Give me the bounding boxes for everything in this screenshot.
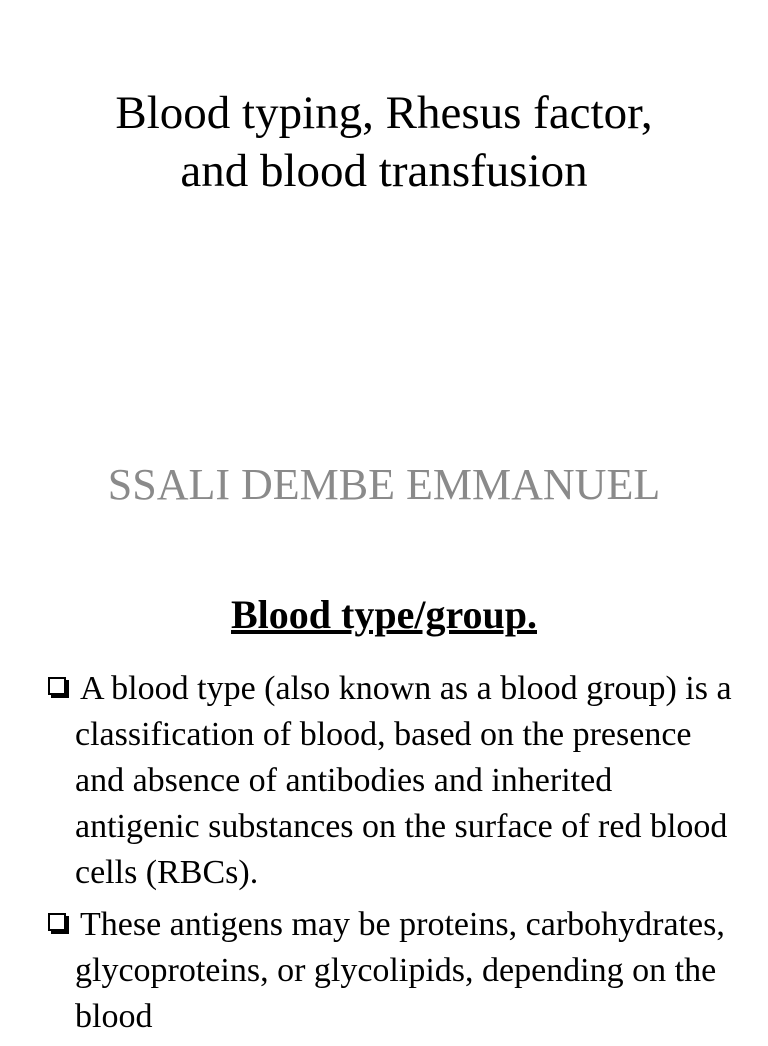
bullet-text: A blood type (also known as a blood group) is a classification of blood, based on the presence and absence of antibodies and inherited antigenic substances on the surface of red blood cells (RBCs). [75,670,732,891]
slide-title [0,84,768,200]
checkbox-bullet-icon [48,913,66,931]
author-name: SSALI DEMBE EMMANUEL [107,460,661,509]
bullet-list [46,666,736,1046]
section-heading: Blood type/group. [231,592,537,637]
slide-title-line-2: and blood transfusion [180,145,588,197]
checkbox-bullet-icon [48,677,66,695]
slide-title-line-1: Blood typing, Rhesus factor, [115,87,653,139]
bullet-text: These antigens may be proteins, carbohydrates, glycoproteins, or glycolipids, depending on the blood [75,906,725,1035]
bullet-item [46,902,736,1040]
bullet-item [46,666,736,896]
